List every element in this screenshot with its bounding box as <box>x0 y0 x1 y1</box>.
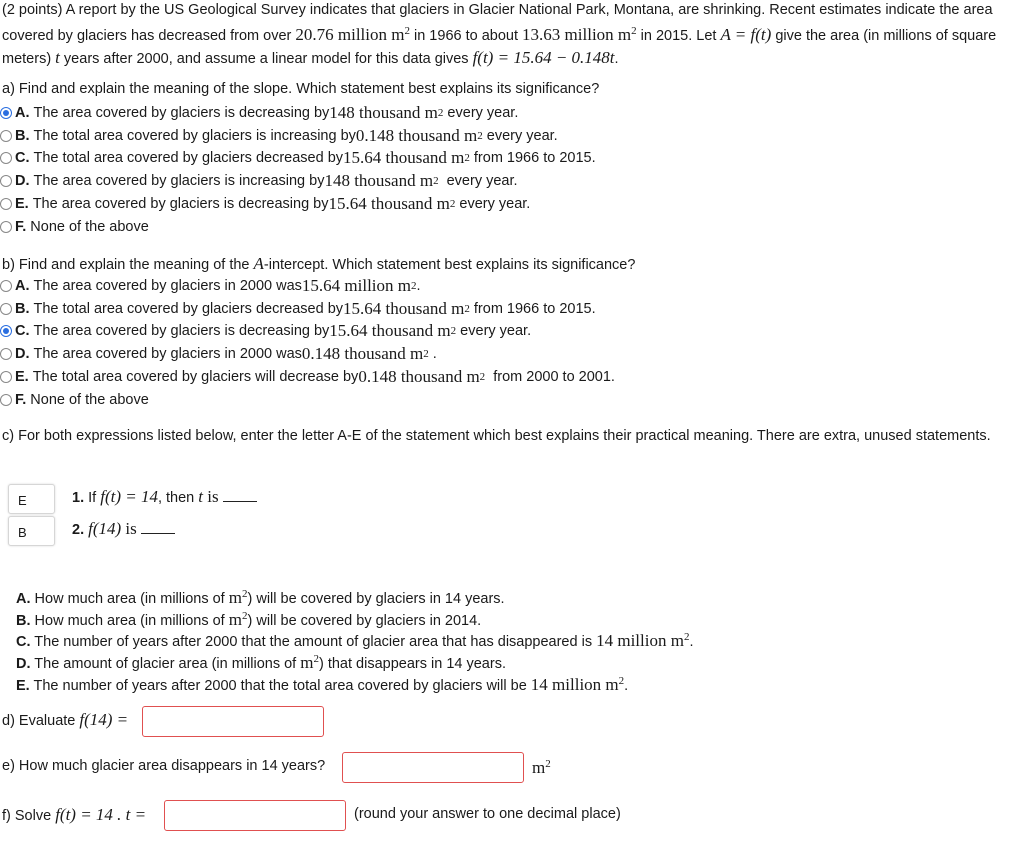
part-d-answer-input[interactable] <box>142 706 324 737</box>
option-letter: E. <box>15 368 29 385</box>
option-letter: E. <box>15 195 29 212</box>
option-value: 15.64 thousand m <box>329 321 451 341</box>
radio-button[interactable] <box>0 348 12 360</box>
option-3[interactable] <box>0 147 596 169</box>
option-text: The total area covered by glaciers will decrease by <box>32 368 359 385</box>
superscript-2: 2 <box>437 107 444 119</box>
option-1[interactable] <box>0 275 421 297</box>
option-text: The area covered by glaciers is increasing by <box>33 173 325 190</box>
part-c-answer-1-input[interactable]: E <box>8 484 55 514</box>
part-b-question-text: b) Find and explain the meaning of the <box>2 257 254 273</box>
part-b-question-variable: A <box>253 254 264 273</box>
superscript-2: 2 <box>423 348 429 361</box>
superscript-2: 2 <box>449 197 456 210</box>
part-c-question: c) For both expressions listed below, enter the letter A-E of the statement which best explains their practical meaning. There are extra, unused statements. <box>2 428 991 444</box>
radio-button[interactable] <box>0 107 12 119</box>
statement-letter: B. <box>16 612 31 629</box>
part-b-question <box>2 253 635 276</box>
option-text: The area covered by glaciers in 2000 was <box>33 278 302 294</box>
superscript-2: 2 <box>479 370 486 383</box>
option-5[interactable] <box>0 193 530 215</box>
radio-button[interactable] <box>0 280 12 292</box>
superscript-2: 2 <box>618 674 625 687</box>
intro-value-2015: 13.63 million m <box>522 25 632 44</box>
part-e-answer-input[interactable] <box>342 752 524 783</box>
option-4[interactable] <box>0 170 518 192</box>
option-letter: B. <box>15 127 30 144</box>
item-expression: f(t) = 14 <box>100 487 158 506</box>
intro-text-5: years after 2000, and assume a linear model for this data gives <box>59 51 473 67</box>
part-c-answer-2-input[interactable]: B <box>8 516 55 546</box>
intro-text-3: in 2015. Let <box>636 28 721 44</box>
option-text-end: every year. <box>456 323 532 340</box>
superscript-2: 2 <box>631 25 637 37</box>
intro-value-1966: 20.76 million m <box>295 25 405 44</box>
option-text: The area covered by glaciers is decreasing by <box>33 323 330 340</box>
statement-text: The number of years after 2000 that the amount of glacier area that has disappeared is <box>34 634 597 651</box>
option-value: 15.64 million m <box>301 276 411 295</box>
item-text-3: is <box>203 487 219 506</box>
option-text-end: from 2000 to 2001. <box>485 368 615 385</box>
part-e-unit <box>532 758 551 778</box>
option-value: 0.148 thousand m <box>355 125 478 145</box>
part-f-text: f) Solve <box>2 808 56 824</box>
intro-function-def: A = f(t) <box>720 25 772 44</box>
part-e-label: e) How much glacier area disappears in 14 years? <box>2 758 326 774</box>
intro-text-2: in 1966 to about <box>409 28 523 44</box>
option-text: The total area covered by glaciers is increasing by <box>33 127 356 144</box>
option-text-end: every year. <box>443 105 519 121</box>
part-d-expression: f(14) = <box>79 710 129 729</box>
answer-blank <box>141 521 175 534</box>
statement-text-end: ) will be covered by glaciers in 14 years. <box>247 591 505 607</box>
superscript-2: 2 <box>411 280 417 292</box>
option-letter: F. <box>15 391 27 408</box>
statement-text-end: ) will be covered by glaciers in 2014. <box>247 612 482 629</box>
option-value: 15.64 thousand m <box>343 148 465 168</box>
option-text: The area covered by glaciers is decreasing by <box>33 105 330 121</box>
statement-text: How much area (in millions of <box>34 612 229 629</box>
item-number: 2. <box>72 522 85 538</box>
option-value: 0.148 thousand m <box>358 366 480 386</box>
statement-text: The number of years after 2000 that the total area covered by glaciers will be <box>33 677 531 694</box>
option-value: 148 thousand m <box>324 171 434 191</box>
part-f-label <box>2 805 146 825</box>
part-f-expression: f(t) = 14 . t = <box>55 805 147 824</box>
option-text: The area covered by glaciers in 2000 was <box>33 346 302 363</box>
option-text-end: from 1966 to 2015. <box>469 300 596 317</box>
superscript-2: 2 <box>241 588 248 600</box>
statement-unit: m <box>300 653 314 673</box>
option-text-end: . <box>416 278 421 294</box>
item-text: is <box>121 519 137 538</box>
statement-text: The amount of glacier area (in millions of <box>34 656 301 673</box>
part-c-item-1 <box>72 487 257 507</box>
option-value: 15.64 thousand m <box>328 193 450 213</box>
superscript-2: 2 <box>404 25 410 37</box>
option-letter: D. <box>15 173 30 190</box>
superscript-2: 2 <box>313 653 319 666</box>
statement-text-end: . <box>624 677 629 694</box>
statement-unit: m <box>228 588 242 607</box>
radio-button[interactable] <box>0 152 12 164</box>
option-3[interactable] <box>0 320 531 342</box>
superscript-2: 2 <box>683 631 690 644</box>
superscript-2: 2 <box>464 302 470 315</box>
part-f-answer-input[interactable] <box>164 800 346 831</box>
option-1[interactable] <box>0 102 518 124</box>
item-number: 1. <box>72 490 85 506</box>
superscript-2: 2 <box>241 609 248 622</box>
radio-button[interactable] <box>0 175 12 187</box>
radio-button[interactable] <box>0 394 12 406</box>
superscript-2: 2 <box>433 175 439 188</box>
option-letter: A. <box>15 105 30 121</box>
option-text-end: every year. <box>482 127 558 144</box>
option-text: The area covered by glaciers is decreasing by <box>32 195 329 212</box>
item-expression: f(14) <box>88 519 122 538</box>
option-letter: C. <box>15 150 30 167</box>
option-letter: A. <box>15 278 30 294</box>
option-value: 0.148 thousand m <box>301 344 424 364</box>
statement-unit: 14 million m <box>530 674 619 694</box>
intro-model-equation: f(t) = 15.64 − 0.148t <box>472 48 615 67</box>
radio-button[interactable] <box>0 198 12 210</box>
intro-text-6: . <box>614 51 619 67</box>
statement-text-end: . <box>689 634 694 651</box>
part-d-text: d) Evaluate <box>2 713 80 729</box>
radio-button[interactable] <box>0 303 12 315</box>
intro-t-variable: t <box>55 48 60 67</box>
answer-blank <box>223 489 257 502</box>
statement-unit: m <box>228 609 242 629</box>
superscript-2: 2 <box>450 325 457 338</box>
option-value: 148 thousand m <box>329 103 438 122</box>
statement-text-end: ) that disappears in 14 years. <box>318 656 506 673</box>
option-5[interactable] <box>0 366 615 388</box>
statement-unit: 14 million m <box>596 631 684 651</box>
option-value: 15.64 thousand m <box>343 298 465 318</box>
intro-text-1: (2 points) A report by the US Geological Survey indicates that glaciers in Glacier National Park, Montana, are shrinking. Recent estimates indicate the area covered by glaciers has decreased from over <box>2 2 993 44</box>
part-d-label <box>2 710 128 730</box>
statement-letter: C. <box>16 634 31 651</box>
part-f-note: (round your answer to one decimal place) <box>354 806 621 822</box>
option-letter: D. <box>15 346 30 363</box>
intro-text-4: give the area (in millions of square meters) <box>2 28 997 67</box>
statement-text: How much area (in millions of <box>34 591 229 607</box>
part-a-question: a) Find and explain the meaning of the slope. Which statement best explains its significance? <box>2 81 600 97</box>
problem-intro <box>2 0 1020 70</box>
option-6[interactable] <box>0 216 149 238</box>
option-4[interactable] <box>0 343 437 365</box>
option-6[interactable] <box>0 389 149 411</box>
option-2[interactable] <box>0 125 558 147</box>
part-c-item-2 <box>72 519 175 539</box>
superscript-2: 2 <box>464 152 470 165</box>
option-letter: B. <box>15 300 30 317</box>
option-text-end: every year. <box>455 195 531 212</box>
option-text: None of the above <box>30 218 149 235</box>
option-text: The total area covered by glaciers decreased by <box>33 150 344 167</box>
item-text-2: , then <box>157 490 199 506</box>
radio-button[interactable] <box>0 221 12 233</box>
superscript-2: 2 <box>545 758 551 770</box>
statement-e <box>16 671 628 697</box>
unit-m: m <box>532 758 546 777</box>
option-text: None of the above <box>30 391 149 408</box>
radio-button[interactable] <box>0 325 12 337</box>
part-b-question-text-2: -intercept. Which statement best explains its significance? <box>263 257 636 273</box>
radio-button[interactable] <box>0 371 12 383</box>
option-letter: F. <box>15 218 27 235</box>
statement-letter: E. <box>16 677 30 694</box>
option-2[interactable] <box>0 298 596 320</box>
statement-letter: A. <box>16 591 31 607</box>
radio-button[interactable] <box>0 130 12 142</box>
option-text-end: from 1966 to 2015. <box>469 150 596 167</box>
option-text-end: every year. <box>438 173 518 190</box>
item-text: If <box>88 490 101 506</box>
statement-letter: D. <box>16 656 31 673</box>
option-letter: C. <box>15 323 30 340</box>
option-text: The total area covered by glaciers decreased by <box>33 300 344 317</box>
option-text-end: . <box>428 346 437 363</box>
item-variable: t <box>198 487 204 506</box>
superscript-2: 2 <box>477 129 483 142</box>
